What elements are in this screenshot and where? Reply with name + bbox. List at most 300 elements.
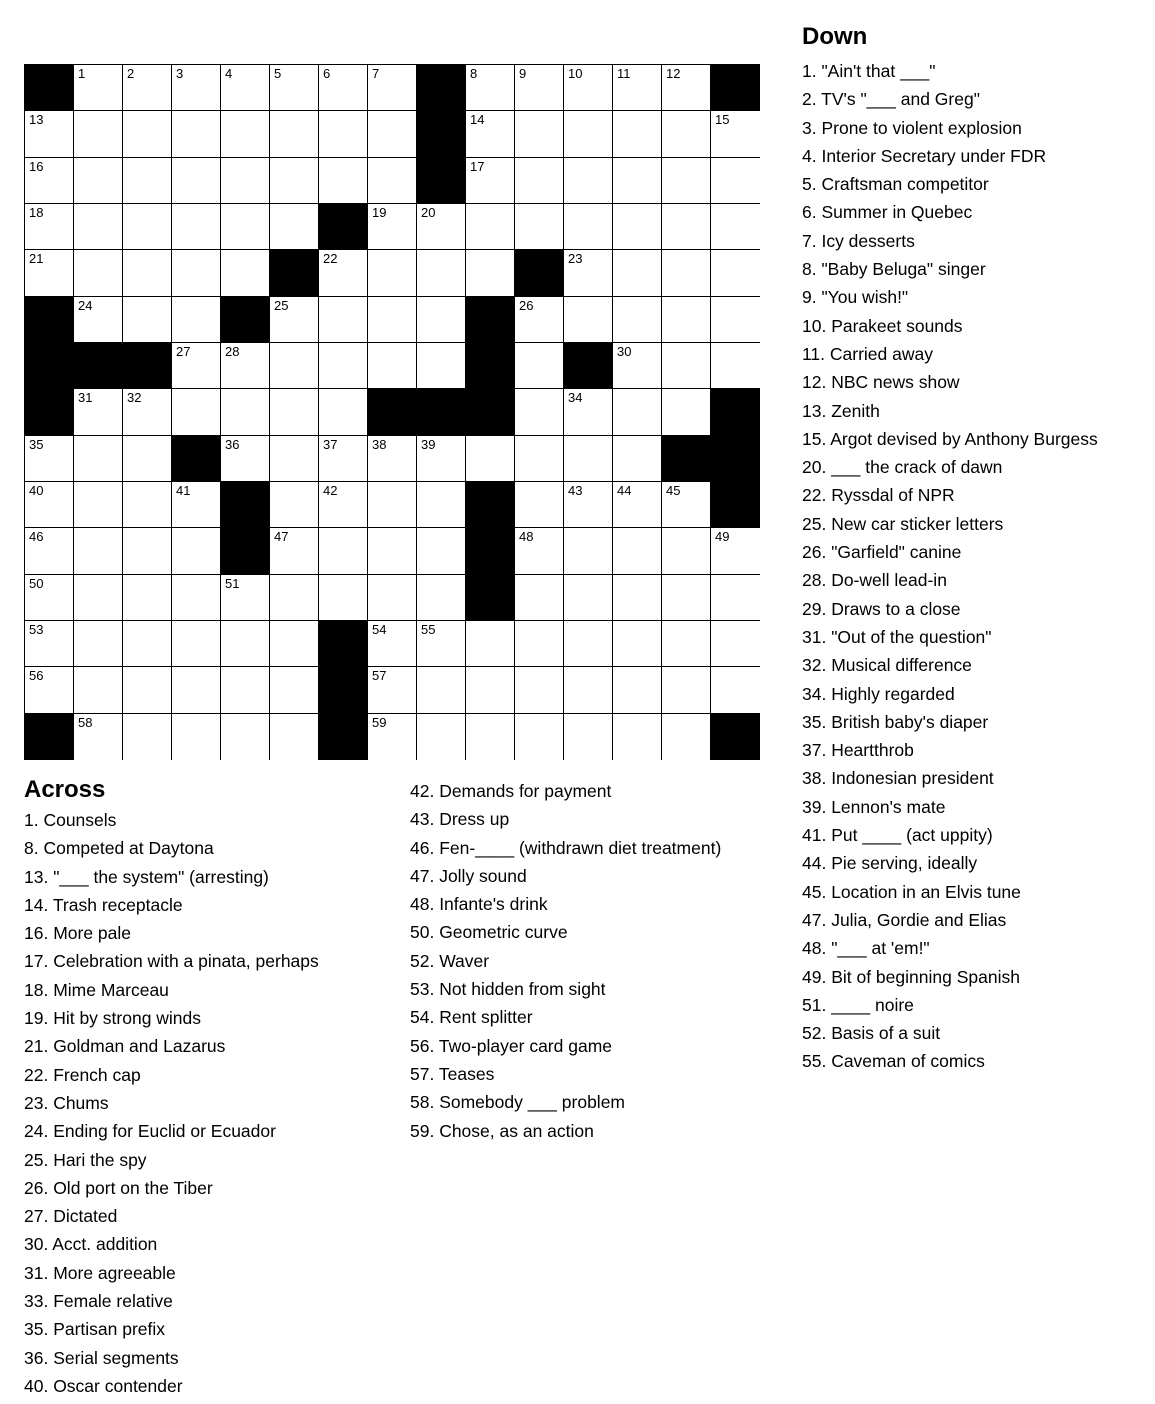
grid-cell[interactable] <box>564 575 613 621</box>
grid-cell[interactable] <box>221 204 270 250</box>
grid-cell[interactable] <box>270 667 319 713</box>
grid-cell[interactable] <box>613 528 662 574</box>
cell-number: 22 <box>323 251 338 267</box>
grid-cell[interactable] <box>74 158 123 204</box>
black-square <box>466 575 515 621</box>
cell-number: 17 <box>470 158 485 174</box>
down-clue: 38. Indonesian president <box>802 768 994 789</box>
grid-cell[interactable] <box>613 250 662 296</box>
grid-cell[interactable] <box>662 575 711 621</box>
grid-cell[interactable] <box>711 667 760 713</box>
black-square <box>417 65 466 111</box>
grid-cell[interactable] <box>221 111 270 157</box>
grid-cell[interactable] <box>662 667 711 713</box>
grid-cell[interactable] <box>515 667 564 713</box>
grid-cell[interactable] <box>613 204 662 250</box>
grid-cell[interactable] <box>270 714 319 760</box>
grid-cell[interactable] <box>123 667 172 713</box>
down-clue: 15. Argot devised by Anthony Burgess <box>802 428 1098 449</box>
black-square <box>221 528 270 574</box>
across-clue: 18. Mime Marceau <box>24 979 169 1000</box>
grid-cell[interactable] <box>417 714 466 760</box>
down-clue: 20. ___ the crack of dawn <box>802 457 1003 478</box>
down-clue: 29. Draws to a close <box>802 598 961 619</box>
grid-cell[interactable] <box>270 389 319 435</box>
across-clue: 46. Fen-____ (withdrawn diet treatment) <box>410 837 722 858</box>
grid-cell[interactable] <box>613 389 662 435</box>
grid-cell[interactable] <box>662 343 711 389</box>
grid-cell[interactable] <box>123 158 172 204</box>
grid-cell[interactable] <box>270 575 319 621</box>
grid-cell[interactable] <box>417 297 466 343</box>
grid-cell[interactable] <box>319 482 368 528</box>
grid-cell[interactable] <box>74 482 123 528</box>
grid-cell[interactable] <box>172 158 221 204</box>
cell-number: 6 <box>323 66 331 81</box>
grid-cell[interactable] <box>25 250 74 296</box>
cell-number: 3 <box>176 66 184 81</box>
grid-cell[interactable] <box>662 158 711 204</box>
cell-number: 58 <box>78 714 93 730</box>
cell-number: 11 <box>617 66 631 81</box>
across-heading: Across <box>24 776 106 803</box>
across-clue: 14. Trash receptacle <box>24 894 183 915</box>
grid-cell[interactable] <box>25 575 74 621</box>
grid-cell[interactable] <box>368 204 417 250</box>
grid-cell[interactable] <box>319 436 368 482</box>
grid-cell[interactable] <box>368 111 417 157</box>
grid-cell[interactable] <box>270 528 319 574</box>
grid-cell[interactable] <box>711 297 760 343</box>
grid-cell[interactable] <box>123 250 172 296</box>
black-square <box>25 389 74 435</box>
grid-cell[interactable] <box>172 65 221 111</box>
grid-cell[interactable] <box>417 343 466 389</box>
grid-cell[interactable] <box>221 667 270 713</box>
grid-cell[interactable] <box>123 436 172 482</box>
grid-cell[interactable] <box>711 250 760 296</box>
grid-cell[interactable] <box>515 714 564 760</box>
down-clue: 9. "You wish!" <box>802 287 909 308</box>
grid-cell[interactable] <box>25 528 74 574</box>
grid-cell[interactable] <box>368 667 417 713</box>
grid-cell[interactable] <box>319 297 368 343</box>
across-clue: 50. Geometric curve <box>410 922 568 943</box>
grid-cell[interactable] <box>123 575 172 621</box>
grid-cell[interactable] <box>515 343 564 389</box>
grid-cell[interactable] <box>466 436 515 482</box>
grid-cell[interactable] <box>662 528 711 574</box>
cell-number: 55 <box>421 622 436 637</box>
grid-cell[interactable] <box>515 621 564 667</box>
cell-number: 47 <box>274 529 289 545</box>
grid-cell[interactable] <box>172 714 221 760</box>
cell-number: 19 <box>372 205 387 220</box>
grid-cell[interactable] <box>417 204 466 250</box>
grid-cell[interactable] <box>123 621 172 667</box>
black-square <box>417 158 466 204</box>
grid-cell[interactable] <box>270 158 319 204</box>
across-clue: 22. French cap <box>24 1064 141 1085</box>
across-clue: 58. Somebody ___ problem <box>410 1092 625 1113</box>
cell-number: 24 <box>78 297 93 313</box>
down-clue: 13. Zenith <box>802 400 880 421</box>
grid-cell[interactable] <box>417 250 466 296</box>
down-clue-list <box>802 57 1098 1076</box>
grid-cell[interactable] <box>564 297 613 343</box>
grid-cell[interactable] <box>319 343 368 389</box>
grid-cell[interactable] <box>564 111 613 157</box>
grid-cell[interactable] <box>613 714 662 760</box>
down-clue: 11. Carried away <box>802 343 933 364</box>
grid-cell[interactable] <box>564 158 613 204</box>
grid-cell[interactable] <box>564 436 613 482</box>
down-clue: 32. Musical difference <box>802 655 972 676</box>
down-clue: 2. TV's "___ and Greg" <box>802 89 980 110</box>
grid-cell[interactable] <box>74 575 123 621</box>
grid-cell[interactable] <box>613 343 662 389</box>
across-clue: 8. Competed at Daytona <box>24 838 214 859</box>
grid-cell[interactable] <box>172 297 221 343</box>
grid-cell[interactable] <box>466 250 515 296</box>
grid-cell[interactable] <box>368 65 417 111</box>
down-clue: 34. Highly regarded <box>802 683 955 704</box>
grid-cell[interactable] <box>711 111 760 157</box>
black-square <box>221 297 270 343</box>
black-square <box>319 667 368 713</box>
grid-cell[interactable] <box>172 528 221 574</box>
across-clue: 26. Old port on the Tiber <box>24 1177 213 1198</box>
grid-cell[interactable] <box>74 667 123 713</box>
across-clue: 16. More pale <box>24 923 132 944</box>
grid-cell[interactable] <box>564 389 613 435</box>
black-square <box>319 204 368 250</box>
grid-cell[interactable] <box>25 111 74 157</box>
grid-cell[interactable] <box>515 575 564 621</box>
grid-cell[interactable] <box>270 111 319 157</box>
grid-cell[interactable] <box>25 482 74 528</box>
down-clue: 41. Put ____ (act uppity) <box>802 825 993 846</box>
grid-cell[interactable] <box>564 714 613 760</box>
grid-cell[interactable] <box>74 297 123 343</box>
down-clue: 49. Bit of beginning Spanish <box>802 966 1020 987</box>
grid-cell[interactable] <box>515 158 564 204</box>
down-clue: 3. Prone to violent explosion <box>802 117 1022 138</box>
grid-cell[interactable] <box>221 714 270 760</box>
black-square <box>123 343 172 389</box>
grid-cell[interactable] <box>564 482 613 528</box>
grid-cell[interactable] <box>172 575 221 621</box>
grid-cell[interactable] <box>466 667 515 713</box>
grid-cell[interactable] <box>564 65 613 111</box>
grid-cell[interactable] <box>613 297 662 343</box>
cell-number: 42 <box>323 483 338 498</box>
grid-cell[interactable] <box>172 204 221 250</box>
grid-cell[interactable] <box>368 575 417 621</box>
down-clue: 52. Basis of a suit <box>802 1023 941 1044</box>
across-clue: 24. Ending for Euclid or Ecuador <box>24 1121 276 1142</box>
down-clue: 51. ____ noire <box>802 994 914 1015</box>
grid-cell[interactable] <box>613 65 662 111</box>
grid-cell[interactable] <box>123 389 172 435</box>
cell-number: 31 <box>78 390 93 406</box>
grid-cell[interactable] <box>466 111 515 157</box>
grid-cell[interactable] <box>417 528 466 574</box>
grid-cell[interactable] <box>74 714 123 760</box>
grid-cell[interactable] <box>368 250 417 296</box>
cell-number: 12 <box>666 66 681 81</box>
grid-cell[interactable] <box>711 204 760 250</box>
grid-cell[interactable] <box>172 343 221 389</box>
grid-cell[interactable] <box>368 714 417 760</box>
grid-cell[interactable] <box>564 528 613 574</box>
grid-cell[interactable] <box>662 111 711 157</box>
across-clue: 19. Hit by strong winds <box>24 1008 202 1029</box>
grid-cell[interactable] <box>172 389 221 435</box>
black-square <box>662 436 711 482</box>
black-square <box>319 714 368 760</box>
down-clue: 37. Heartthrob <box>802 740 914 761</box>
grid-cell[interactable] <box>711 158 760 204</box>
cell-number: 29 <box>470 344 485 359</box>
down-clue: 4. Interior Secretary under FDR <box>802 145 1047 166</box>
cell-number: 10 <box>568 66 583 81</box>
grid-cell[interactable] <box>74 111 123 157</box>
grid-cell[interactable] <box>515 436 564 482</box>
grid-cell[interactable] <box>123 714 172 760</box>
cell-number: 26 <box>519 297 534 313</box>
grid-cell[interactable] <box>564 621 613 667</box>
grid-cell[interactable] <box>74 436 123 482</box>
grid-cell[interactable] <box>221 65 270 111</box>
cell-number: 54 <box>372 622 387 637</box>
grid-cell[interactable] <box>74 389 123 435</box>
grid-cell[interactable] <box>711 621 760 667</box>
black-square <box>368 389 417 435</box>
cell-number: 15 <box>715 112 730 128</box>
grid-cell[interactable] <box>221 575 270 621</box>
down-clue: 1. "Ain't that ___" <box>802 61 936 81</box>
grid-cell[interactable] <box>417 667 466 713</box>
grid-cell[interactable] <box>319 389 368 435</box>
grid-cell[interactable] <box>368 158 417 204</box>
grid-cell[interactable] <box>613 621 662 667</box>
grid-cell[interactable] <box>711 528 760 574</box>
grid-cell[interactable] <box>564 667 613 713</box>
black-square <box>515 250 564 296</box>
black-square <box>466 297 515 343</box>
grid-cell[interactable] <box>172 111 221 157</box>
grid-cell[interactable] <box>368 621 417 667</box>
grid-cell[interactable] <box>270 297 319 343</box>
grid-cell[interactable] <box>319 158 368 204</box>
cell-number: 38 <box>372 436 387 452</box>
grid-cell[interactable] <box>172 667 221 713</box>
grid-cell[interactable] <box>270 204 319 250</box>
grid-cell[interactable] <box>221 389 270 435</box>
grid-cell[interactable] <box>417 621 466 667</box>
grid-cell[interactable] <box>662 297 711 343</box>
grid-cell[interactable] <box>515 482 564 528</box>
grid-cell[interactable] <box>25 667 74 713</box>
grid-cell[interactable] <box>662 250 711 296</box>
black-square <box>466 528 515 574</box>
grid-cell[interactable] <box>221 436 270 482</box>
down-clue: 6. Summer in Quebec <box>802 202 973 223</box>
across-clue: 47. Jolly sound <box>410 865 527 886</box>
cell-number: 32 <box>127 390 142 406</box>
grid-cell[interactable] <box>613 436 662 482</box>
grid-cell[interactable] <box>221 343 270 389</box>
grid-cell[interactable] <box>319 575 368 621</box>
grid-cell[interactable] <box>368 436 417 482</box>
grid-cell[interactable] <box>613 667 662 713</box>
down-clue: 7. Icy desserts <box>802 230 915 251</box>
grid-cell[interactable] <box>515 65 564 111</box>
cell-number: 45 <box>666 483 681 498</box>
grid-cell[interactable] <box>662 389 711 435</box>
grid-cell[interactable] <box>564 204 613 250</box>
grid-cell[interactable] <box>466 65 515 111</box>
cell-number: 50 <box>29 575 44 591</box>
black-square <box>25 297 74 343</box>
across-clue: 33. Female relative <box>24 1291 173 1312</box>
grid-cell[interactable] <box>221 621 270 667</box>
cell-number: 5 <box>274 66 282 81</box>
grid-cell[interactable] <box>564 250 613 296</box>
down-clue: 39. Lennon's mate <box>802 796 946 817</box>
grid-cell[interactable] <box>466 204 515 250</box>
grid-cell[interactable] <box>74 204 123 250</box>
grid-cell[interactable] <box>613 111 662 157</box>
grid-cell[interactable] <box>368 528 417 574</box>
across-clue: 27. Dictated <box>24 1206 118 1227</box>
grid-cell[interactable] <box>466 621 515 667</box>
grid-cell[interactable] <box>515 297 564 343</box>
grid-cell[interactable] <box>515 528 564 574</box>
across-clue: 57. Teases <box>410 1063 495 1084</box>
grid-cell[interactable] <box>417 436 466 482</box>
grid-cell[interactable] <box>662 204 711 250</box>
grid-cell[interactable] <box>613 158 662 204</box>
grid-cell[interactable] <box>417 575 466 621</box>
cell-number: 23 <box>568 251 583 267</box>
cell-number: 14 <box>470 112 485 128</box>
black-square <box>466 343 515 389</box>
cell-number: 8 <box>470 66 478 81</box>
grid-cell[interactable] <box>123 65 172 111</box>
grid-cell[interactable] <box>662 65 711 111</box>
across-clue: 30. Acct. addition <box>24 1234 158 1255</box>
cell-number: 36 <box>225 436 240 452</box>
cell-number: 20 <box>421 205 436 220</box>
grid-cell[interactable] <box>25 621 74 667</box>
cell-number: 40 <box>29 483 44 498</box>
grid-cell[interactable] <box>74 528 123 574</box>
down-clue: 10. Parakeet sounds <box>802 315 963 336</box>
cell-number: 37 <box>323 436 338 452</box>
black-square <box>466 389 515 435</box>
across-clue: 59. Chose, as an action <box>410 1120 594 1141</box>
grid-cell[interactable] <box>172 482 221 528</box>
grid-cell[interactable] <box>172 250 221 296</box>
grid-cell[interactable] <box>711 575 760 621</box>
grid-cell[interactable] <box>319 528 368 574</box>
grid-cell[interactable] <box>368 482 417 528</box>
grid-cell[interactable] <box>466 714 515 760</box>
grid-cell[interactable] <box>25 436 74 482</box>
black-square <box>25 714 74 760</box>
grid-cell[interactable] <box>123 111 172 157</box>
black-square <box>172 436 221 482</box>
black-square <box>221 482 270 528</box>
across-clue: 40. Oscar contender <box>24 1375 183 1396</box>
cell-number: 57 <box>372 668 387 684</box>
grid-cell[interactable] <box>662 621 711 667</box>
grid-cell[interactable] <box>368 297 417 343</box>
grid-cell[interactable] <box>270 621 319 667</box>
cell-number: 7 <box>372 66 380 81</box>
black-square <box>417 111 466 157</box>
grid-cell[interactable] <box>368 343 417 389</box>
grid-cell[interactable] <box>613 575 662 621</box>
grid-cell[interactable] <box>515 204 564 250</box>
down-clue: 45. Location in an Elvis tune <box>802 881 1021 902</box>
grid-cell[interactable] <box>319 250 368 296</box>
grid-cell[interactable] <box>74 250 123 296</box>
grid-cell[interactable] <box>270 343 319 389</box>
grid-cell[interactable] <box>123 528 172 574</box>
black-square <box>711 482 760 528</box>
grid-cell[interactable] <box>662 714 711 760</box>
black-square <box>270 250 319 296</box>
grid-cell[interactable] <box>172 621 221 667</box>
grid-cell[interactable] <box>515 389 564 435</box>
black-square <box>466 482 515 528</box>
cell-number: 4 <box>225 66 233 81</box>
cell-number: 48 <box>519 529 534 545</box>
grid-cell[interactable] <box>515 111 564 157</box>
grid-cell[interactable] <box>25 204 74 250</box>
grid-cell[interactable] <box>123 297 172 343</box>
grid-cell[interactable] <box>711 343 760 389</box>
down-clue: 44. Pie serving, ideally <box>802 853 978 874</box>
down-clue: 22. Ryssdal of NPR <box>802 485 955 506</box>
grid-cell[interactable] <box>466 158 515 204</box>
grid-cell[interactable] <box>270 436 319 482</box>
black-square <box>711 714 760 760</box>
grid-cell[interactable] <box>613 482 662 528</box>
across-clue: 1. Counsels <box>24 810 117 830</box>
grid-cell[interactable] <box>270 65 319 111</box>
grid-cell[interactable] <box>417 482 466 528</box>
grid-cell[interactable] <box>319 65 368 111</box>
cell-number: 9 <box>519 66 527 81</box>
grid-cell[interactable] <box>319 111 368 157</box>
grid-cell[interactable] <box>662 482 711 528</box>
grid-cell[interactable] <box>270 482 319 528</box>
grid-cell[interactable] <box>221 250 270 296</box>
grid-cell[interactable] <box>123 482 172 528</box>
grid-cell[interactable] <box>123 204 172 250</box>
grid-cell[interactable] <box>221 158 270 204</box>
down-clue: 5. Craftsman competitor <box>802 174 989 195</box>
down-clue: 12. NBC news show <box>802 372 960 393</box>
grid-cell[interactable] <box>25 158 74 204</box>
cell-number: 52 <box>470 575 485 591</box>
grid-cell[interactable] <box>74 65 123 111</box>
grid-cell[interactable] <box>74 621 123 667</box>
